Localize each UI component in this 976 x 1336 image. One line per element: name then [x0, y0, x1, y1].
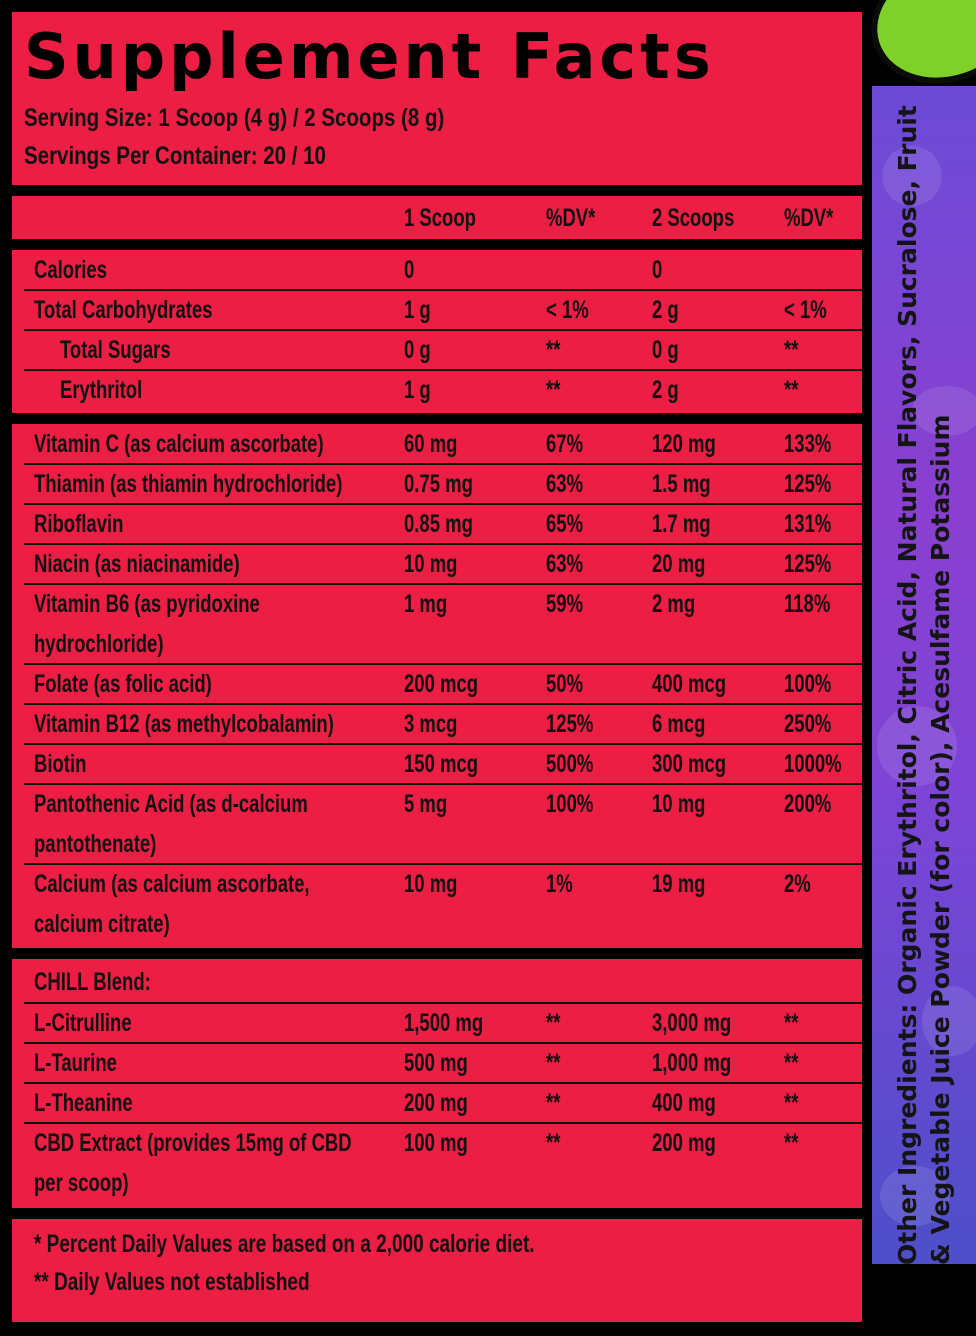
decorative-leaf-art [860, 0, 976, 88]
header-dv-1: %DV* [546, 204, 596, 232]
dv-2-scoops: ** [784, 1129, 799, 1157]
amount-2-scoops: 400 mg [652, 1089, 716, 1117]
dv-2-scoops: 1000% [784, 750, 842, 778]
amount-2-scoops: 2 g [652, 376, 679, 404]
header-2-scoops: 2 Scoops [652, 204, 735, 232]
nutrient-name: Pantothenic Acid (as d-calcium [34, 790, 308, 818]
nutrient-name: L-Taurine [34, 1049, 117, 1077]
amount-1-scoop: 200 mg [404, 1089, 468, 1117]
amount-1-scoop: 0 [404, 256, 415, 284]
amount-2-scoops: 6 mcg [652, 710, 706, 738]
header-1-scoop: 1 Scoop [404, 204, 476, 232]
nutrient-name-cont: pantothenate) [34, 830, 157, 858]
amount-1-scoop: 60 mg [404, 430, 458, 458]
dv-2-scoops: ** [784, 1049, 799, 1077]
amount-1-scoop: 10 mg [404, 870, 458, 898]
servings-per-container: Servings Per Container: 20 / 10 [24, 142, 326, 170]
nutrient-name-cont: hydrochloride) [34, 630, 164, 658]
amount-2-scoops: 0 g [652, 336, 679, 364]
amount-1-scoop: 1,500 mg [404, 1009, 484, 1037]
nutrient-name: Total Sugars [60, 336, 171, 364]
amount-2-scoops: 2 g [652, 296, 679, 324]
dv-1-scoop: ** [546, 1089, 561, 1117]
nutrient-name: Biotin [34, 750, 87, 778]
amount-2-scoops: 0 [652, 256, 663, 284]
dv-1-scoop: 1% [546, 870, 573, 898]
row-divider [24, 369, 862, 371]
amount-2-scoops: 400 mcg [652, 670, 727, 698]
dv-1-scoop: 65% [546, 510, 584, 538]
divider-thick [12, 239, 862, 250]
nutrient-name: Vitamin B12 (as methylcobalamin) [34, 710, 334, 738]
dv-2-scoops: 125% [784, 550, 832, 578]
amount-2-scoops: 20 mg [652, 550, 706, 578]
amount-1-scoop: 0 g [404, 336, 431, 364]
dv-2-scoops: 200% [784, 790, 832, 818]
dv-2-scoops: 125% [784, 470, 832, 498]
nutrient-name: Vitamin B6 (as pyridoxine [34, 590, 260, 618]
amount-1-scoop: 500 mg [404, 1049, 468, 1077]
dv-1-scoop: 125% [546, 710, 594, 738]
amount-1-scoop: 1 g [404, 376, 431, 404]
nutrient-name: Erythritol [60, 376, 143, 404]
dv-2-scoops: 118% [784, 590, 831, 618]
divider-thick [12, 1208, 862, 1219]
footnote-daily-values: * Percent Daily Values are based on a 2,000 calorie diet. [34, 1230, 535, 1258]
dv-1-scoop: ** [546, 1049, 561, 1077]
amount-1-scoop: 200 mcg [404, 670, 479, 698]
dv-1-scoop: 59% [546, 590, 584, 618]
footnote-not-established: ** Daily Values not established [34, 1268, 310, 1296]
amount-2-scoops: 1,000 mg [652, 1049, 732, 1077]
amount-2-scoops: 2 mg [652, 590, 696, 618]
other-ingredients-label: Other Ingredients: [893, 1003, 922, 1265]
amount-1-scoop: 10 mg [404, 550, 458, 578]
dv-2-scoops: 250% [784, 710, 832, 738]
other-ingredients [891, 85, 957, 1265]
dv-2-scoops: 100% [784, 670, 832, 698]
amount-1-scoop: 1 g [404, 296, 431, 324]
dv-1-scoop: ** [546, 336, 561, 364]
dv-1-scoop: 63% [546, 550, 584, 578]
nutrient-name-cont: per scoop) [34, 1169, 129, 1197]
other-ingredients-text: Organic Erythritol, Citric Acid, Natural Flavors, Sucralose, Fruit & Vegetable Juice Powder (for color), Acesulfame Potassium [893, 105, 955, 1265]
amount-1-scoop: 5 mg [404, 790, 448, 818]
amount-1-scoop: 0.75 mg [404, 470, 473, 498]
amount-2-scoops: 120 mg [652, 430, 716, 458]
nutrient-name: L-Theanine [34, 1089, 133, 1117]
amount-2-scoops: 19 mg [652, 870, 706, 898]
dv-2-scoops: ** [784, 1009, 799, 1037]
divider-thick [12, 413, 862, 424]
nutrient-name: Total Carbohydrates [34, 296, 213, 324]
dv-2-scoops: ** [784, 1089, 799, 1117]
dv-2-scoops: < 1% [784, 296, 827, 324]
dv-2-scoops: ** [784, 376, 799, 404]
header-dv-2: %DV* [784, 204, 834, 232]
amount-2-scoops: 1.7 mg [652, 510, 711, 538]
nutrient-name-cont: calcium citrate) [34, 910, 170, 938]
amount-1-scoop: 3 mcg [404, 710, 458, 738]
dv-1-scoop: 67% [546, 430, 584, 458]
amount-1-scoop: 150 mcg [404, 750, 479, 778]
amount-2-scoops: 3,000 mg [652, 1009, 732, 1037]
amount-1-scoop: 1 mg [404, 590, 448, 618]
amount-2-scoops: 10 mg [652, 790, 706, 818]
nutrient-name: CBD Extract (provides 15mg of CBD [34, 1129, 352, 1157]
divider-thick [12, 948, 862, 959]
dv-1-scoop: 50% [546, 670, 584, 698]
nutrient-name: Calories [34, 256, 108, 284]
row-divider [24, 1002, 862, 1004]
nutrient-name: Folate (as folic acid) [34, 670, 212, 698]
amount-2-scoops: 300 mcg [652, 750, 727, 778]
serving-size: Serving Size: 1 Scoop (4 g) / 2 Scoops (8 g) [24, 104, 445, 132]
dv-1-scoop: 500% [546, 750, 594, 778]
amount-1-scoop: 100 mg [404, 1129, 468, 1157]
nutrient-name: Niacin (as niacinamide) [34, 550, 240, 578]
nutrient-name: Vitamin C (as calcium ascorbate) [34, 430, 324, 458]
divider-thick [12, 185, 862, 196]
dv-1-scoop: < 1% [546, 296, 589, 324]
page-title: Supplement Facts [24, 20, 715, 93]
dv-1-scoop: ** [546, 376, 561, 404]
dv-1-scoop: ** [546, 1129, 561, 1157]
blend-title: CHILL Blend: [34, 968, 151, 996]
nutrient-name: Thiamin (as thiamin hydrochloride) [34, 470, 343, 498]
dv-2-scoops: 133% [784, 430, 832, 458]
amount-2-scoops: 200 mg [652, 1129, 716, 1157]
dv-1-scoop: 63% [546, 470, 584, 498]
dv-2-scoops: ** [784, 336, 799, 364]
dv-2-scoops: 131% [784, 510, 832, 538]
amount-1-scoop: 0.85 mg [404, 510, 473, 538]
dv-1-scoop: 100% [546, 790, 594, 818]
dv-2-scoops: 2% [784, 870, 811, 898]
nutrient-name: Calcium (as calcium ascorbate, [34, 870, 310, 898]
nutrient-name: Riboflavin [34, 510, 124, 538]
nutrient-name: L-Citrulline [34, 1009, 132, 1037]
dv-1-scoop: ** [546, 1009, 561, 1037]
amount-2-scoops: 1.5 mg [652, 470, 711, 498]
